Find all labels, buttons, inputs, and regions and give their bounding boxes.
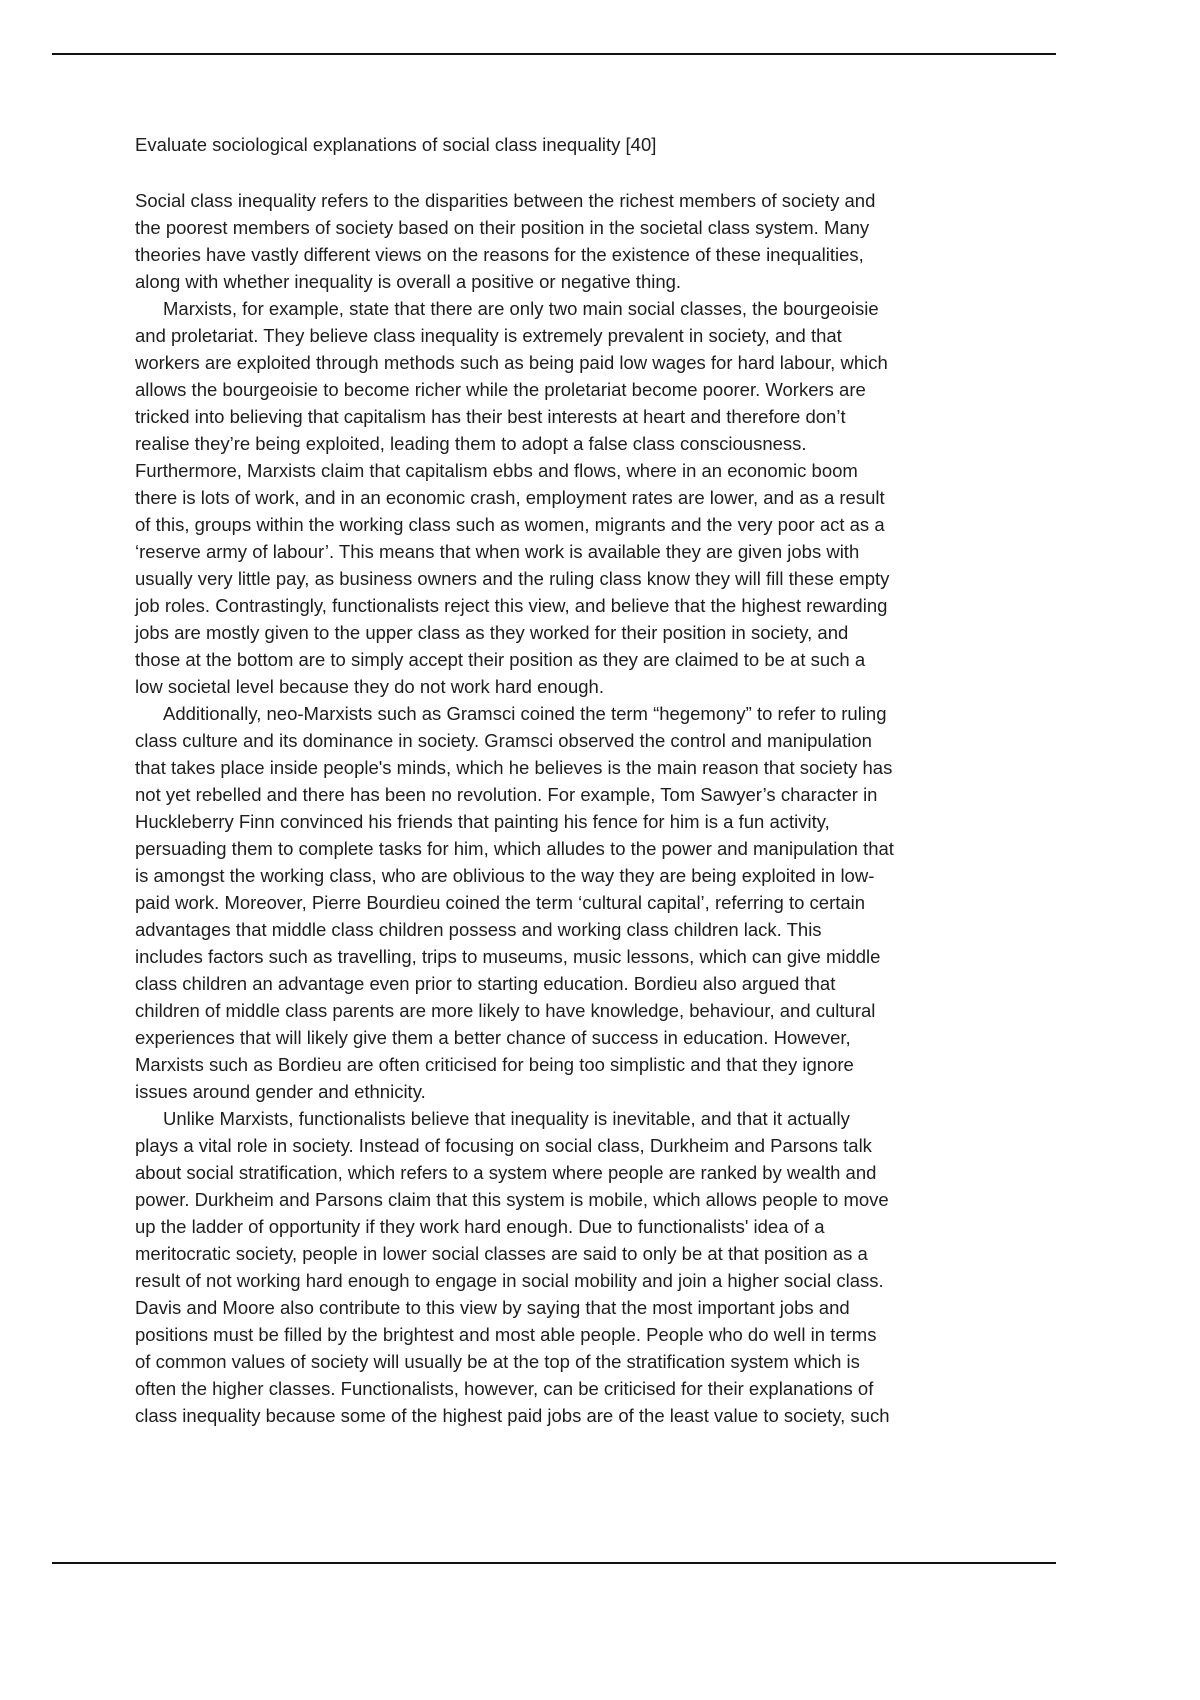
- text-line: class inequality because some of the highest paid jobs are of the least value to society, such: [135, 1405, 890, 1426]
- text-line: positions must be filled by the brightest and most able people. People who do well in terms: [135, 1324, 877, 1345]
- text-line: jobs are mostly given to the upper class as they worked for their position in society, and: [135, 622, 849, 643]
- text-line: persuading them to complete tasks for him, which alludes to the power and manipulation that: [135, 838, 894, 859]
- text-line: those at the bottom are to simply accept their position as they are claimed to be at such a: [135, 649, 866, 670]
- text-line: of this, groups within the working class such as women, migrants and the very poor act as a: [135, 514, 885, 535]
- text-line: is amongst the working class, who are oblivious to the way they are being exploited in low-: [135, 865, 875, 886]
- text-line: low societal level because they do not work hard enough.: [135, 676, 604, 697]
- text-line: Unlike Marxists, functionalists believe that inequality is inevitable, and that it actually: [163, 1108, 850, 1129]
- text-line: children of middle class parents are more likely to have knowledge, behaviour, and cultural: [135, 1000, 876, 1021]
- paragraph: [135, 1105, 894, 1429]
- text-line: includes factors such as travelling, trips to museums, music lessons, which can give middle: [135, 946, 881, 967]
- text-line: realise they’re being exploited, leading them to adopt a false class consciousness.: [135, 433, 807, 454]
- text-line: experiences that will likely give them a better chance of success in education. However,: [135, 1027, 851, 1048]
- text-line: issues around gender and ethnicity.: [135, 1081, 426, 1102]
- text-line: job roles. Contrastingly, functionalists reject this view, and believe that the highest rewarding: [135, 595, 888, 616]
- text-line: workers are exploited through methods such as being paid low wages for hard labour, which: [135, 352, 888, 373]
- text-line: of common values of society will usually be at the top of the stratification system which is: [135, 1351, 860, 1372]
- paragraph: [135, 187, 894, 295]
- text-line: there is lots of work, and in an economic crash, employment rates are lower, and as a result: [135, 487, 885, 508]
- text-line: ‘reserve army of labour’. This means that when work is available they are given jobs with: [135, 541, 860, 562]
- text-line: plays a vital role in society. Instead of focusing on social class, Durkheim and Parsons talk: [135, 1135, 872, 1156]
- text-line: class culture and its dominance in society. Gramsci observed the control and manipulation: [135, 730, 872, 751]
- text-line: Social class inequality refers to the disparities between the richest members of society and: [135, 190, 876, 211]
- text-line: class children an advantage even prior to starting education. Bordieu also argued that: [135, 973, 836, 994]
- text-line: and proletariat. They believe class inequality is extremely prevalent in society, and that: [135, 325, 842, 346]
- paragraph: [135, 295, 894, 700]
- text-line: Additionally, neo-Marxists such as Gramsci coined the term “hegemony” to refer to ruling: [163, 703, 887, 724]
- text-line: meritocratic society, people in lower social classes are said to only be at that position as a: [135, 1243, 868, 1264]
- text-line: usually very little pay, as business owners and the ruling class know they will fill these empty: [135, 568, 890, 589]
- text-line: result of not working hard enough to engage in social mobility and join a higher social class.: [135, 1270, 884, 1291]
- text-line: Huckleberry Finn convinced his friends that painting his fence for him is a fun activity,: [135, 811, 830, 832]
- text-line: theories have vastly different views on the reasons for the existence of these inequalities,: [135, 244, 864, 265]
- text-line: advantages that middle class children possess and working class children lack. This: [135, 919, 822, 940]
- essay-body: [135, 187, 894, 1429]
- text-line: Marxists, for example, state that there are only two main social classes, the bourgeoisie: [163, 298, 879, 319]
- text-line: Marxists such as Bordieu are often criticised for being too simplistic and that they ignore: [135, 1054, 854, 1075]
- text-line: tricked into believing that capitalism has their best interests at heart and therefore don’t: [135, 406, 846, 427]
- text-line: the poorest members of society based on their position in the societal class system. Many: [135, 217, 870, 238]
- text-line: power. Durkheim and Parsons claim that this system is mobile, which allows people to move: [135, 1189, 889, 1210]
- text-line: paid work. Moreover, Pierre Bourdieu coined the term ‘cultural capital’, referring to certain: [135, 892, 866, 913]
- page-top-rule: [52, 53, 1056, 55]
- text-line: Furthermore, Marxists claim that capitalism ebbs and flows, where in an economic boom: [135, 460, 858, 481]
- page-bottom-rule: [52, 1562, 1056, 1564]
- text-line: about social stratification, which refers to a system where people are ranked by wealth and: [135, 1162, 877, 1183]
- text-line: often the higher classes. Functionalists, however, can be criticised for their explanations of: [135, 1378, 874, 1399]
- text-line: not yet rebelled and there has been no revolution. For example, Tom Sawyer’s character in: [135, 784, 878, 805]
- paragraph: [135, 700, 894, 1105]
- text-line: up the ladder of opportunity if they work hard enough. Due to functionalists' idea of a: [135, 1216, 825, 1237]
- text-line: that takes place inside people's minds, which he believes is the main reason that society has: [135, 757, 893, 778]
- text-line: along with whether inequality is overall a positive or negative thing.: [135, 271, 682, 292]
- text-line: Davis and Moore also contribute to this view by saying that the most important jobs and: [135, 1297, 850, 1318]
- essay-title: Evaluate sociological explanations of social class inequality [40]: [135, 134, 657, 155]
- text-line: allows the bourgeoisie to become richer while the proletariat become poorer. Workers are: [135, 379, 866, 400]
